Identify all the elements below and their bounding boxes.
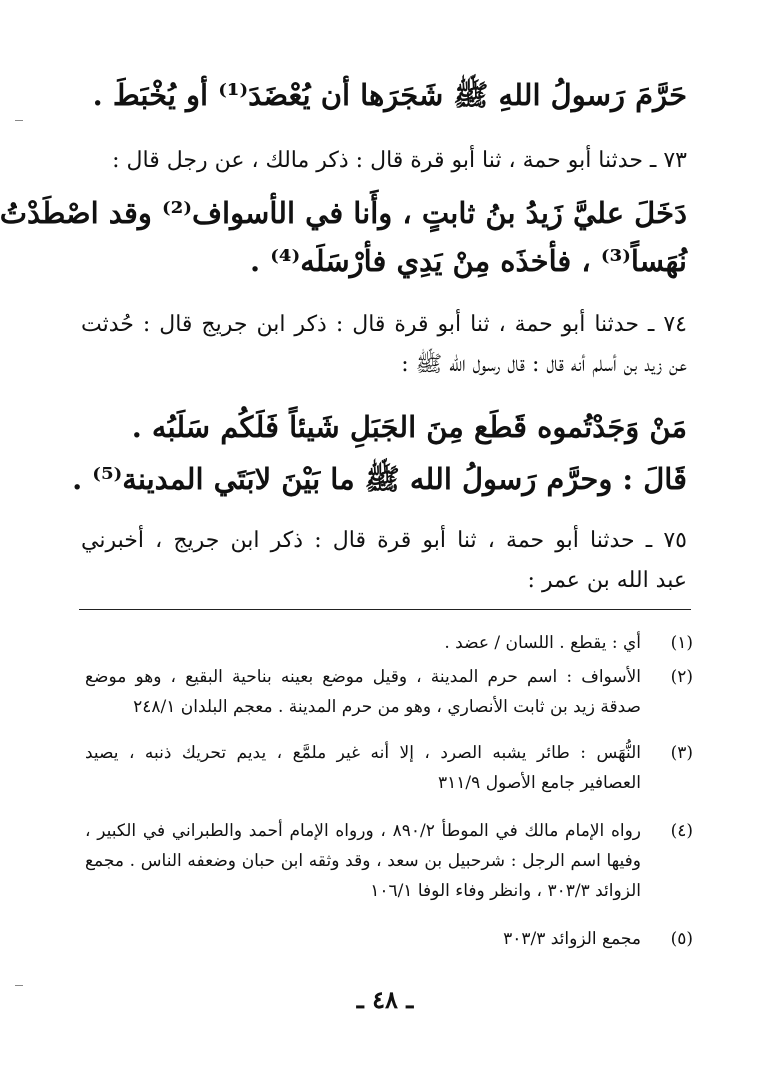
scan-edge-mark	[15, 985, 23, 986]
footnote-number: (١)	[670, 633, 693, 653]
footnote-text: الأسواف : اسم حرم المدينة ، وقيل موضع بعينه بناحية البقيع ، وهو موضع	[85, 667, 641, 687]
isnad-line-75: ٧٥ ـ حدثنا أبو حمة ، ثنا أبو قرة قال : ذكر ابن جريج ، أخبرني	[81, 528, 687, 553]
page-number: ـ ٤٨ ـ	[356, 985, 414, 1014]
hadith-text-line-1: حَرَّمَ رَسولُ اللهِ ﷺ شَجَرَها أن يُعْضَدَ⁽¹⁾ أو يُخْبَطَ .	[92, 78, 687, 112]
footnote-separator	[79, 609, 691, 610]
footnote-text: صدقة زيد بن ثابت الأنصاري ، وهو من حرم المدينة . معجم البلدان ٢٤٨/١	[133, 697, 641, 717]
hadith-text-line-5: قَالَ : وحرَّم رَسولُ الله ﷺ ما بَيْنَ لابَتَي المدينة⁽⁵⁾ .	[72, 462, 687, 496]
isnad-line-75-cont: عبد الله بن عمر :	[527, 568, 687, 593]
scan-edge-mark	[15, 120, 23, 121]
footnote-3	[85, 738, 693, 798]
footnote-text: العصافير جامع الأصول ٣١١/٩	[438, 773, 641, 793]
isnad-line-74: ٧٤ ـ حدثنا أبو حمة ، ثنا أبو قرة قال : ذكر ابن جريج قال : حُدثت	[81, 312, 687, 337]
footnote-1	[85, 628, 693, 658]
hadith-text-line-2: دَخَلَ عليَّ زَيدُ بنُ ثابتٍ ، وأَنا في الأسواف⁽²⁾ وقد اصْطَدْتُ	[0, 196, 687, 230]
footnote-text: مجمع الزوائد ٣٠٣/٣	[503, 929, 641, 949]
footnote-text: الزوائد ٣٠٣/٣ ، وانظر وفاء الوفا ١٠٦/١	[370, 881, 641, 901]
footnote-number: (٤)	[670, 821, 693, 841]
isnad-line-73: ٧٣ ـ حدثنا أبو حمة ، ثنا أبو قرة قال : ذكر مالك ، عن رجل قال :	[112, 148, 687, 173]
footnote-4	[85, 816, 693, 906]
hadith-text-line-4: مَنْ وَجَدْتُموه قَطَع مِنَ الجَبَلِ شَيئاً فَلَكُم سَلَبُه .	[131, 410, 687, 444]
footnote-number: (٢)	[670, 667, 693, 687]
footnote-text: أي : يقطع . اللسان / عضد .	[444, 633, 641, 653]
footnote-text: رواه الإمام مالك في الموطأ ٨٩٠/٢ ، ورواه الإمام أحمد والطبراني في الكبير ،	[85, 821, 642, 841]
isnad-line-74-cont: عن زيد بن أسلم أنه قال : قال رسول الله ﷺ :	[401, 352, 687, 377]
footnote-5	[85, 924, 693, 954]
footnote-number: (٣)	[670, 743, 693, 763]
footnote-number: (٥)	[670, 929, 693, 949]
footnote-text: النُّهَس : طائر يشبه الصرد ، إلا أنه غير ملمَّع ، يديم تحريك ذنبه ، يصيد	[85, 743, 641, 763]
footnote-text: وفيها اسم الرجل : شرحبيل بن سعد ، وقد وثقه ابن حبان وضعفه الناس . مجمع	[85, 851, 641, 871]
footnote-2	[85, 662, 693, 722]
hadith-text-line-3: نُهَساً⁽³⁾ ، فأخذَه مِنْ يَدِي فأرْسَلَه⁽⁴⁾ .	[250, 244, 687, 278]
